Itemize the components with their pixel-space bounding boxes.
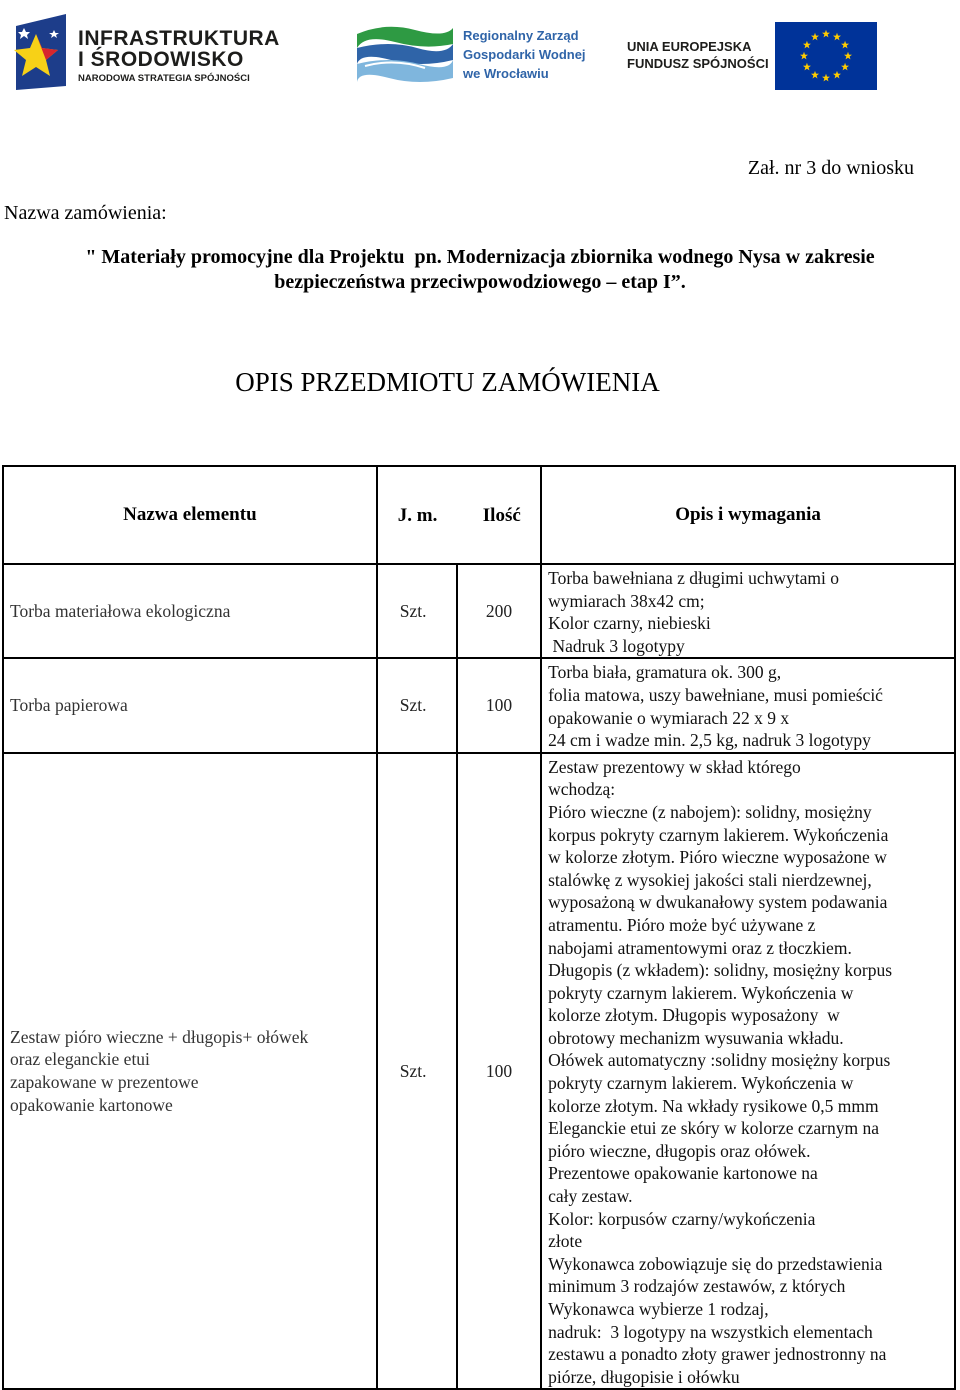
item-description (541, 564, 955, 658)
item-name-line: Torba papierowa (10, 695, 128, 716)
page-title: OPIS PRZEDMIOTU ZAMÓWIENIA (235, 367, 660, 397)
logo-line: we Wrocławiu (463, 66, 549, 81)
table-row (3, 658, 955, 752)
item-name-line: Zestaw pióro wieczne + długopis+ ołówek (10, 1026, 309, 1047)
description-line: w kolorze złotym. Pióro wieczne wyposażone w (548, 847, 887, 868)
item-quantity: 100 (457, 658, 541, 752)
description-line: pokryty czarnym lakierem. Wykończenia w (548, 1073, 854, 1094)
waves-logo-icon (355, 20, 455, 90)
logo-line: NARODOWA STRATEGIA SPÓJNOŚCI (78, 73, 250, 84)
logo-line: I ŚRODOWISKO (78, 48, 244, 71)
description-line: wymiarach 38x42 cm; (548, 590, 705, 611)
logo-line: INFRASTRUKTURA (78, 27, 280, 50)
description-line: obrotowy mechanizm wysuwania wkładu. (548, 1027, 844, 1048)
item-name-line: Torba materiałowa ekologiczna (10, 600, 231, 621)
header-desc: Opis i wymagania (541, 466, 955, 564)
description-line: atramentu. Pióro może być używane z (548, 914, 816, 935)
description-line: cały zestaw. (548, 1186, 633, 1207)
header-unit-qty (377, 466, 541, 564)
description-line: pokryty czarnym lakierem. Wykończenia w (548, 982, 854, 1003)
item-unit: Szt. (377, 658, 457, 752)
order-name-label: Nazwa zamówienia: (4, 202, 167, 224)
table-header-row (3, 466, 955, 564)
description-line: minimum 3 rodzajów zestawów, z których (548, 1276, 846, 1297)
item-description (541, 753, 955, 1390)
description-line: korpus pokryty czarnym lakierem. Wykończenia (548, 824, 889, 845)
item-name (3, 564, 377, 658)
item-unit: Szt. (377, 753, 457, 1390)
description-line: Pióro wieczne (z nabojem): solidny, mosiężny (548, 801, 872, 822)
eu-flag-icon (775, 22, 877, 90)
table-row (3, 753, 955, 1390)
description-line: Prezentowe opakowanie kartonowe na (548, 1163, 818, 1184)
item-name-line: oraz eleganckie etui (10, 1049, 150, 1070)
description-line: wyposażoną w dwukanałowy system podawania (548, 892, 888, 913)
item-quantity: 100 (457, 753, 541, 1390)
rzgw-logo (355, 20, 605, 90)
item-name (3, 658, 377, 752)
description-line: opakowanie o wymiarach 22 x 9 x (548, 707, 790, 728)
order-title (0, 245, 960, 295)
description-line: Ołówek automatyczny :solidny mosiężny korpus (548, 1050, 891, 1071)
item-quantity: 200 (457, 564, 541, 658)
description-line: wchodzą: (548, 779, 616, 800)
order-title-line: bezpieczeństwa przeciwpowodziowego – etap I”. (274, 271, 686, 293)
header-name: Nazwa elementu (3, 466, 377, 564)
table-row (3, 564, 955, 658)
logo-line: Gospodarki Wodnej (463, 47, 586, 62)
item-name-line: opakowanie kartonowe (10, 1094, 173, 1115)
description-line: Długopis (z wkładem): solidny, mosiężny korpus (548, 960, 893, 981)
description-line: nabojami atramentowymi oraz z tłoczkiem. (548, 937, 852, 958)
header-unit: J. m. (397, 505, 438, 526)
description-line: piórze, długopisie i ołówku (548, 1366, 740, 1387)
star-logo-icon (8, 10, 74, 94)
description-line: kolorze złotym. Długopis wyposażony w (548, 1005, 840, 1026)
description-line: Wykonawca zobowiązuje się do przedstawienia (548, 1253, 883, 1274)
description-line: zestawu a ponadto złoty grawer jednostronny na (548, 1344, 887, 1365)
description-line: Zestaw prezentowy w skład którego (548, 756, 801, 777)
description-line: Torba biała, gramatura ok. 300 g, (548, 662, 782, 683)
description-line: Kolor: korpusów czarny/wykończenia (548, 1208, 816, 1229)
order-title-line: " Materiały promocyjne dla Projektu pn. Modernizacja zbiornika wodnego Nysa w zakresie (85, 246, 875, 268)
description-line: kolorze złotym. Na wkłady rysikowe 0,5 mmm (548, 1095, 879, 1116)
description-line: stalówkę z wysokiej jakości stali nierdzewnej, (548, 869, 872, 890)
item-unit: Szt. (377, 564, 457, 658)
description-line: folia matowa, uszy bawełniane, musi pomieścić (548, 684, 883, 705)
description-line: Torba bawełniana z długimi uchwytami o (548, 568, 839, 588)
item-name (3, 753, 377, 1390)
description-line: Kolor czarny, niebieski (548, 613, 711, 634)
infrastruktura-logo (8, 10, 280, 96)
description-line: 24 cm i wadze min. 2,5 kg, nadruk 3 logotypy (548, 730, 871, 751)
description-line: Nadruk 3 logotypy (548, 635, 685, 656)
description-line: nadruk: 3 logotypy na wszystkich elementach (548, 1321, 873, 1342)
description-line: pióro wieczne, długopis oraz ołówek. (548, 1140, 811, 1161)
item-name-line: zapakowane w prezentowe (10, 1072, 199, 1093)
description-line: złote (548, 1231, 583, 1252)
item-description (541, 658, 955, 752)
description-line: Wykonawca wybierze 1 rodzaj, (548, 1299, 769, 1319)
attachment-number: Zał. nr 3 do wniosku (747, 157, 914, 179)
eu-logo (625, 22, 880, 90)
logo-line: Regionalny Zarząd (463, 28, 579, 43)
description-line: Eleganckie etui ze skóry w kolorze czarnym na (548, 1118, 880, 1139)
header-qty: Ilość (482, 505, 521, 526)
logo-line: FUNDUSZ SPÓJNOŚCI (627, 56, 769, 71)
logo-line: UNIA EUROPEJSKA (627, 39, 752, 54)
specification-table (2, 465, 956, 1390)
